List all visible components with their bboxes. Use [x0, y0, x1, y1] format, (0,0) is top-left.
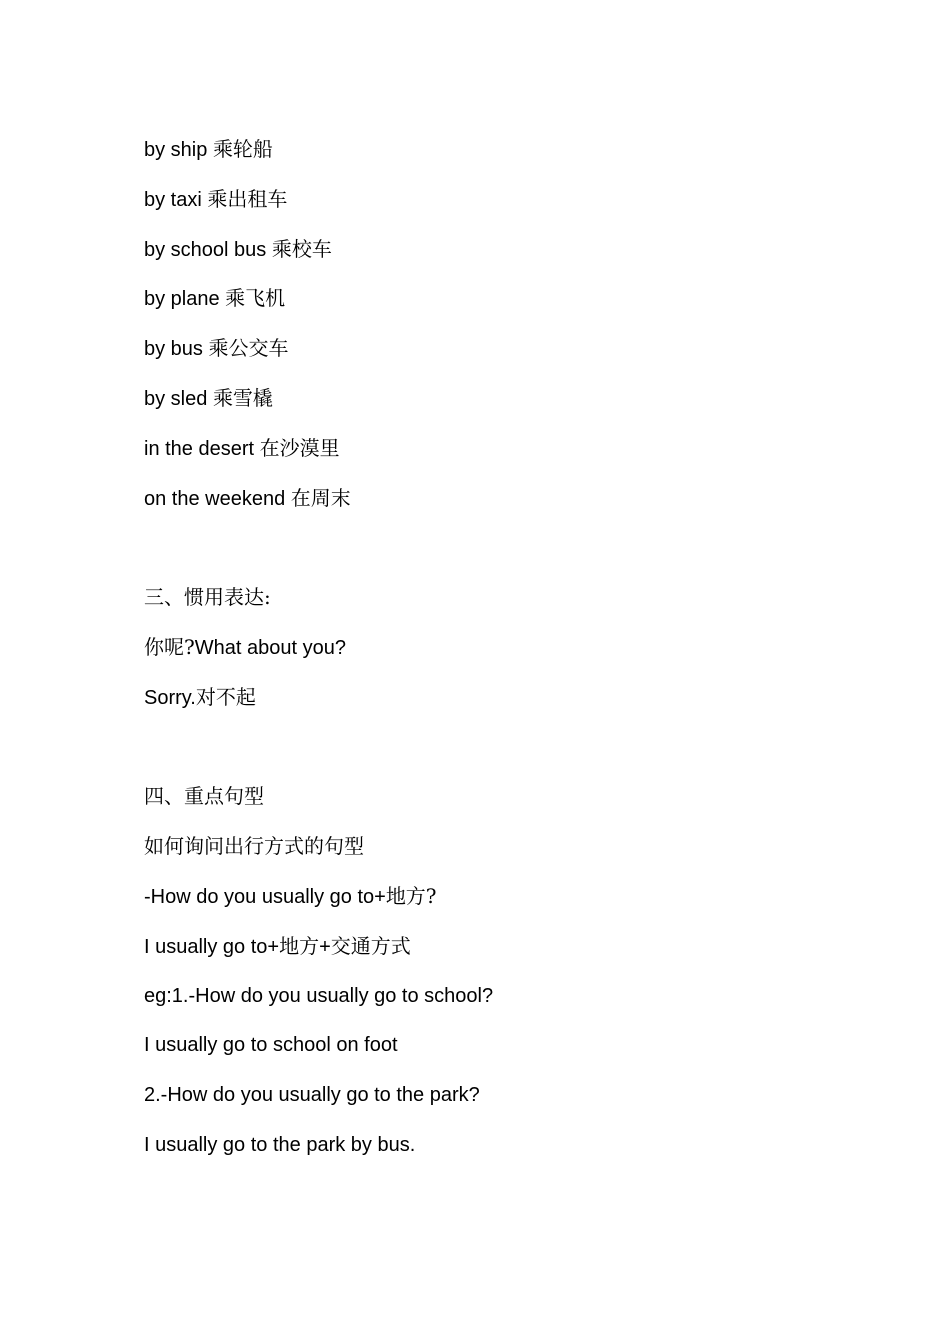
expression-sorry: Sorry.对不起: [144, 684, 256, 709]
expression-what-about-you: 你呢?What about you?: [144, 634, 346, 659]
vocab-item-by-ship: by ship 乘轮船: [144, 137, 273, 161]
vocab-item-on-the-weekend: on the weekend 在周末: [144, 485, 351, 510]
example-2-question: 2.-How do you usually go to the park?: [144, 1084, 480, 1107]
vocab-item-by-plane: by plane 乘飞机: [144, 286, 286, 311]
vocab-item-by-sled: by sled 乘雪橇: [144, 385, 273, 410]
vocab-item-in-the-desert: in the desert 在沙漠里: [144, 435, 340, 460]
spacer: [144, 532, 824, 582]
example-2-answer: I usually go to the park by bus.: [144, 1133, 416, 1156]
example-1-answer: I usually go to school on foot: [144, 1034, 398, 1057]
section-subheading: 如何询问出行方式的句型: [144, 834, 364, 859]
pattern-answer: I usually go to+地方+交通方式: [144, 933, 411, 958]
example-1-question: eg:1.-How do you usually go to school?: [144, 984, 494, 1007]
document-page: [144, 134, 824, 1180]
section-heading-key-sentences: 四、重点句型: [144, 784, 264, 809]
pattern-question: -How do you usually go to+地方?: [144, 883, 437, 908]
section-heading-expressions: 三、惯用表达:: [144, 585, 271, 610]
spacer: [144, 732, 824, 782]
vocab-item-by-taxi: by taxi 乘出租车: [144, 186, 288, 211]
vocab-item-by-bus: by bus 乘公交车: [144, 336, 289, 361]
vocab-item-by-school-bus: by school bus 乘校车: [144, 236, 332, 261]
